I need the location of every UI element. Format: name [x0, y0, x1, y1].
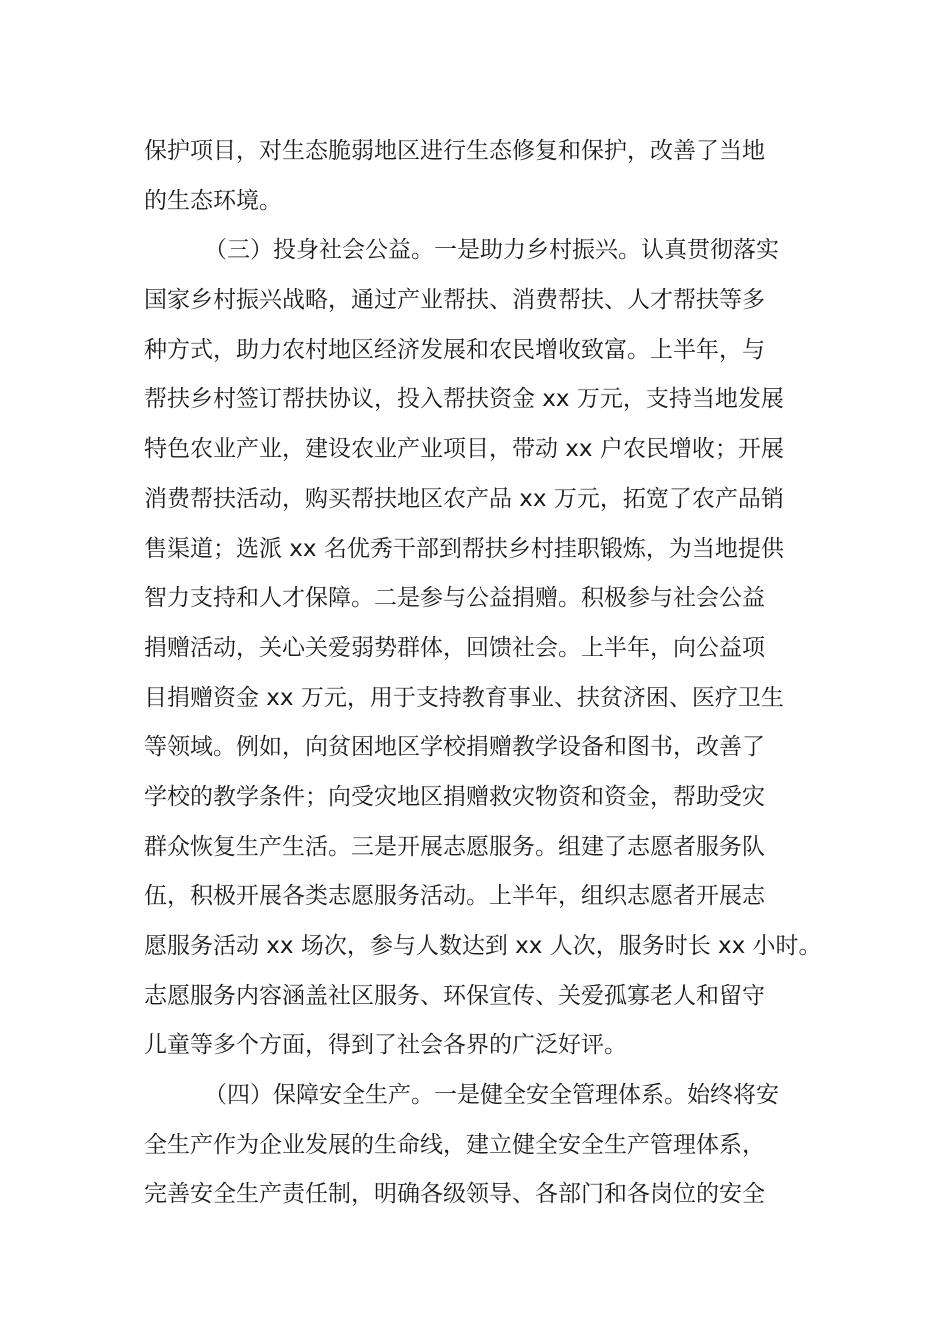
body-text [144, 127, 822, 1220]
text-line: 售渠道；选派 xx 名优秀干部到帮扶乡村挂职锻炼，为当地提供 [144, 535, 784, 562]
text-line: 志愿服务内容涵盖社区服务、环保宣传、关爱孤寡老人和留守 [144, 982, 765, 1009]
text-line: 消费帮扶活动，购买帮扶地区农产品 xx 万元，拓宽了农产品销 [144, 485, 784, 512]
text-line: 儿童等多个方面，得到了社会各界的广泛好评。 [144, 1032, 627, 1059]
text-line: 智力支持和人才保障。二是参与公益捐赠。积极参与社会公益 [144, 585, 765, 612]
text-line: 国家乡村振兴战略，通过产业帮扶、消费帮扶、人才帮扶等多 [144, 287, 765, 314]
text-line: 愿服务活动 xx 场次，参与人数达到 xx 人次，服务时长 xx 小时。 [144, 933, 822, 959]
text-line: 保护项目，对生态脆弱地区进行生态修复和保护，改善了当地 [144, 138, 765, 164]
text-line: 群众恢复生产生活。三是开展志愿服务。组建了志愿者服务队 [144, 833, 765, 860]
section-heading-line: （三）投身社会公益。一是助力乡村振兴。认真贯彻落实 [204, 237, 779, 264]
text-line: 完善安全生产责任制，明确各级领导、各部门和各岗位的安全 [144, 1181, 765, 1208]
text-line: 伍，积极开展各类志愿服务活动。上半年，组织志愿者开展志 [144, 883, 765, 910]
text-line: 帮扶乡村签订帮扶协议，投入帮扶资金 xx 万元，支持当地发展 [144, 386, 784, 413]
text-line: 种方式，助力农村地区经济发展和农民增收致富。上半年，与 [144, 336, 765, 363]
section-heading-line: （四）保障安全生产。一是健全安全管理体系。始终将安 [204, 1082, 779, 1109]
text-line: 目捐赠资金 xx 万元，用于支持教育事业、扶贫济困、医疗卫生 [144, 684, 784, 711]
text-line: 捐赠活动，关心关爱弱势群体，回馈社会。上半年，向公益项 [144, 634, 765, 661]
text-line: 特色农业产业，建设农业产业项目，带动 xx 户农民增收；开展 [144, 436, 784, 463]
text-line: 等领域。例如，向贫困地区学校捐赠教学设备和图书，改善了 [144, 734, 765, 761]
text-line: 学校的教学条件；向受灾地区捐赠救灾物资和资金，帮助受灾 [144, 783, 765, 810]
text-line: 的生态环境。 [144, 187, 282, 214]
text-line: 全生产作为企业发展的生命线，建立健全安全生产管理体系， [144, 1131, 765, 1158]
